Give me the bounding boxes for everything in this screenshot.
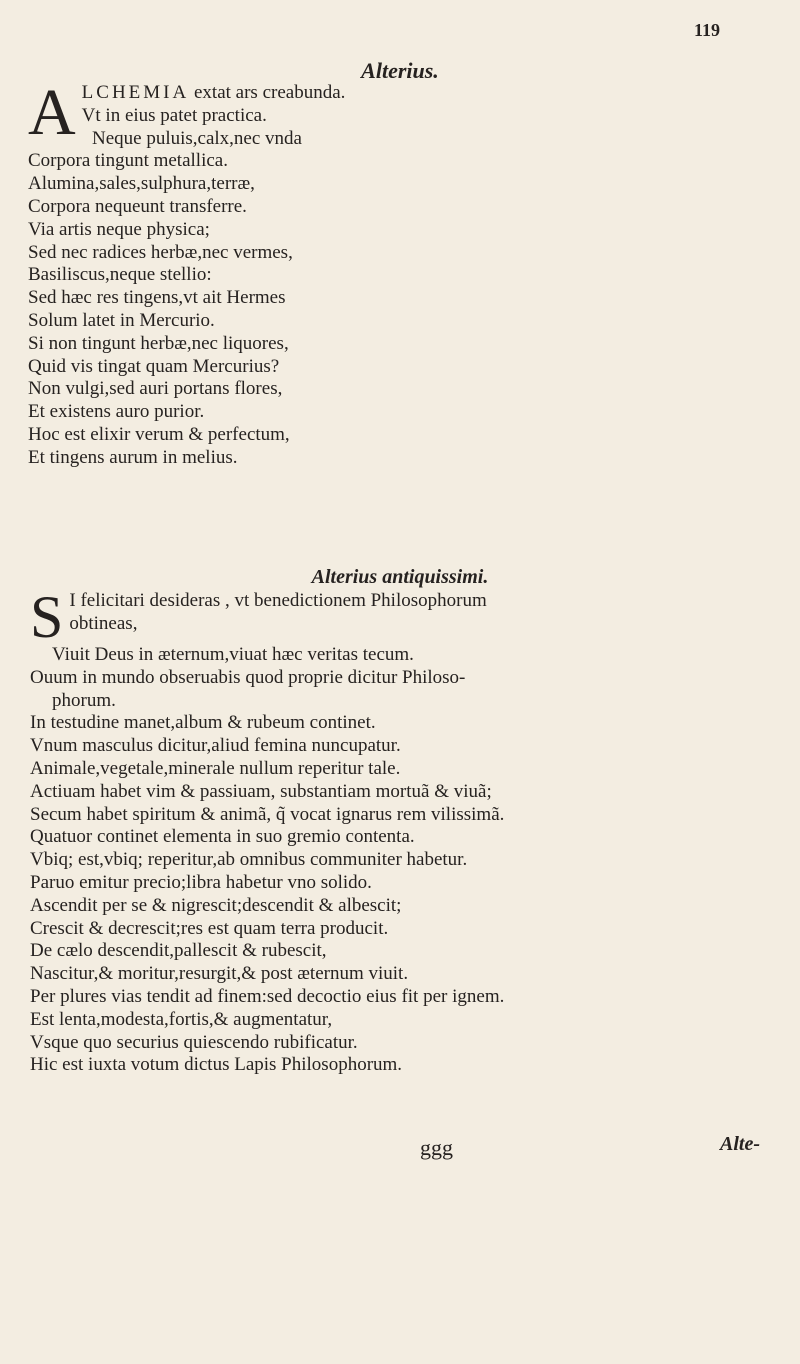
poem-line: Viuit Deus in æternum,viuat hæc veritas tecum. bbox=[52, 644, 414, 665]
first-line-rest: extat ars creabunda. bbox=[189, 82, 346, 103]
poem-line: Non vulgi,sed auri portans flores, bbox=[28, 378, 283, 400]
poem-line: Et existens auro purior. bbox=[28, 401, 205, 423]
poem-line: Basiliscus,neque stellio: bbox=[28, 264, 212, 286]
poem-line: Crescit & decrescit;res est quam terra producit. bbox=[30, 917, 389, 939]
poem-line: Si non tingunt herbæ,nec liquores, bbox=[28, 332, 289, 354]
drop-cap-a: A bbox=[28, 76, 76, 149]
poem-line: Hic est iuxta votum dictus Lapis Philosophorum. bbox=[30, 1054, 403, 1076]
section-title-alterius-antiquissimi: Alterius antiquissimi. bbox=[311, 566, 489, 588]
poem-line: obtineas, bbox=[69, 612, 138, 634]
poem-line: Paruo emitur precio;libra habetur vno solido. bbox=[30, 871, 372, 893]
poem-line bbox=[28, 82, 788, 105]
signature-mark: ggg bbox=[420, 1135, 453, 1160]
catchword: Alte- bbox=[720, 1133, 760, 1155]
drop-cap-s: S bbox=[30, 584, 64, 650]
poem-line: Ascendit per se & nigrescit;descendit & albescit; bbox=[30, 894, 402, 916]
poem-line: I felicitari desideras , vt benedictionem Philosophorum bbox=[69, 590, 487, 611]
poem-line: Quatuor continet elementa in suo gremio contenta. bbox=[30, 826, 415, 848]
poem-line: Corpora nequeunt transferre. bbox=[28, 195, 247, 217]
poem-line: Est lenta,modesta,fortis,& augmentatur, bbox=[30, 1008, 333, 1030]
poem-line: Neque puluis,calx,nec vnda bbox=[92, 127, 302, 149]
poem-line: Solum latet in Mercurio. bbox=[28, 309, 215, 331]
poem-line: Sed hæc res tingens,vt ait Hermes bbox=[28, 287, 286, 309]
poem-line: Vnum masculus dicitur,aliud femina nuncupatur. bbox=[30, 735, 401, 757]
poem-line: Vbiq; est,vbiq; reperitur,ab omnibus communiter habetur. bbox=[30, 849, 468, 871]
folio-number: 119 bbox=[693, 20, 720, 40]
poem-line: Per plures vias tendit ad finem:sed decoctio eius fit per ignem. bbox=[30, 985, 505, 1007]
poem-line: Sed nec radices herbæ,nec vermes, bbox=[28, 241, 293, 263]
poem-line: Nascitur,& moritur,resurgit,& post æternum viuit. bbox=[30, 963, 409, 985]
poem-line: Animale,vegetale,minerale nullum reperitur tale. bbox=[30, 757, 401, 779]
poem-line: Alumina,sales,sulphura,terræ, bbox=[28, 173, 255, 195]
poem-line: Ouum in mundo obseruabis quod proprie dicitur Philoso- bbox=[30, 666, 466, 688]
poem-line: In testudine manet,album & rubeum continet. bbox=[30, 712, 376, 734]
poem-line: Quid vis tingat quam Mercurius? bbox=[28, 355, 280, 377]
poem-line: De cælo descendit,pallescit & rubescit, bbox=[30, 940, 327, 962]
poem-line: Via artis neque physica; bbox=[28, 218, 210, 240]
poem-line: Vt in eius patet practica. bbox=[81, 104, 267, 126]
poem-section-1 bbox=[28, 76, 788, 470]
poem-line: phorum. bbox=[52, 689, 116, 711]
first-word: LCHEMIA bbox=[81, 82, 190, 103]
section-title-alterius: Alterius. bbox=[361, 58, 439, 83]
poem-line: Secum habet spiritum & animã, q̃ vocat ignarus rem vilissimã. bbox=[30, 803, 505, 825]
poem-section-2 bbox=[30, 584, 790, 1077]
poem-line: Corpora tingunt metallica. bbox=[28, 150, 228, 172]
poem-line: Hoc est elixir verum & perfectum, bbox=[28, 423, 290, 445]
poem-line: Vsque quo securius quiescendo rubificatur. bbox=[30, 1031, 358, 1053]
poem-line: Actiuam habet vim & passiuam, substantiam mortuã & viuã; bbox=[30, 780, 492, 802]
poem-line: Et tingens aurum in melius. bbox=[28, 446, 238, 468]
